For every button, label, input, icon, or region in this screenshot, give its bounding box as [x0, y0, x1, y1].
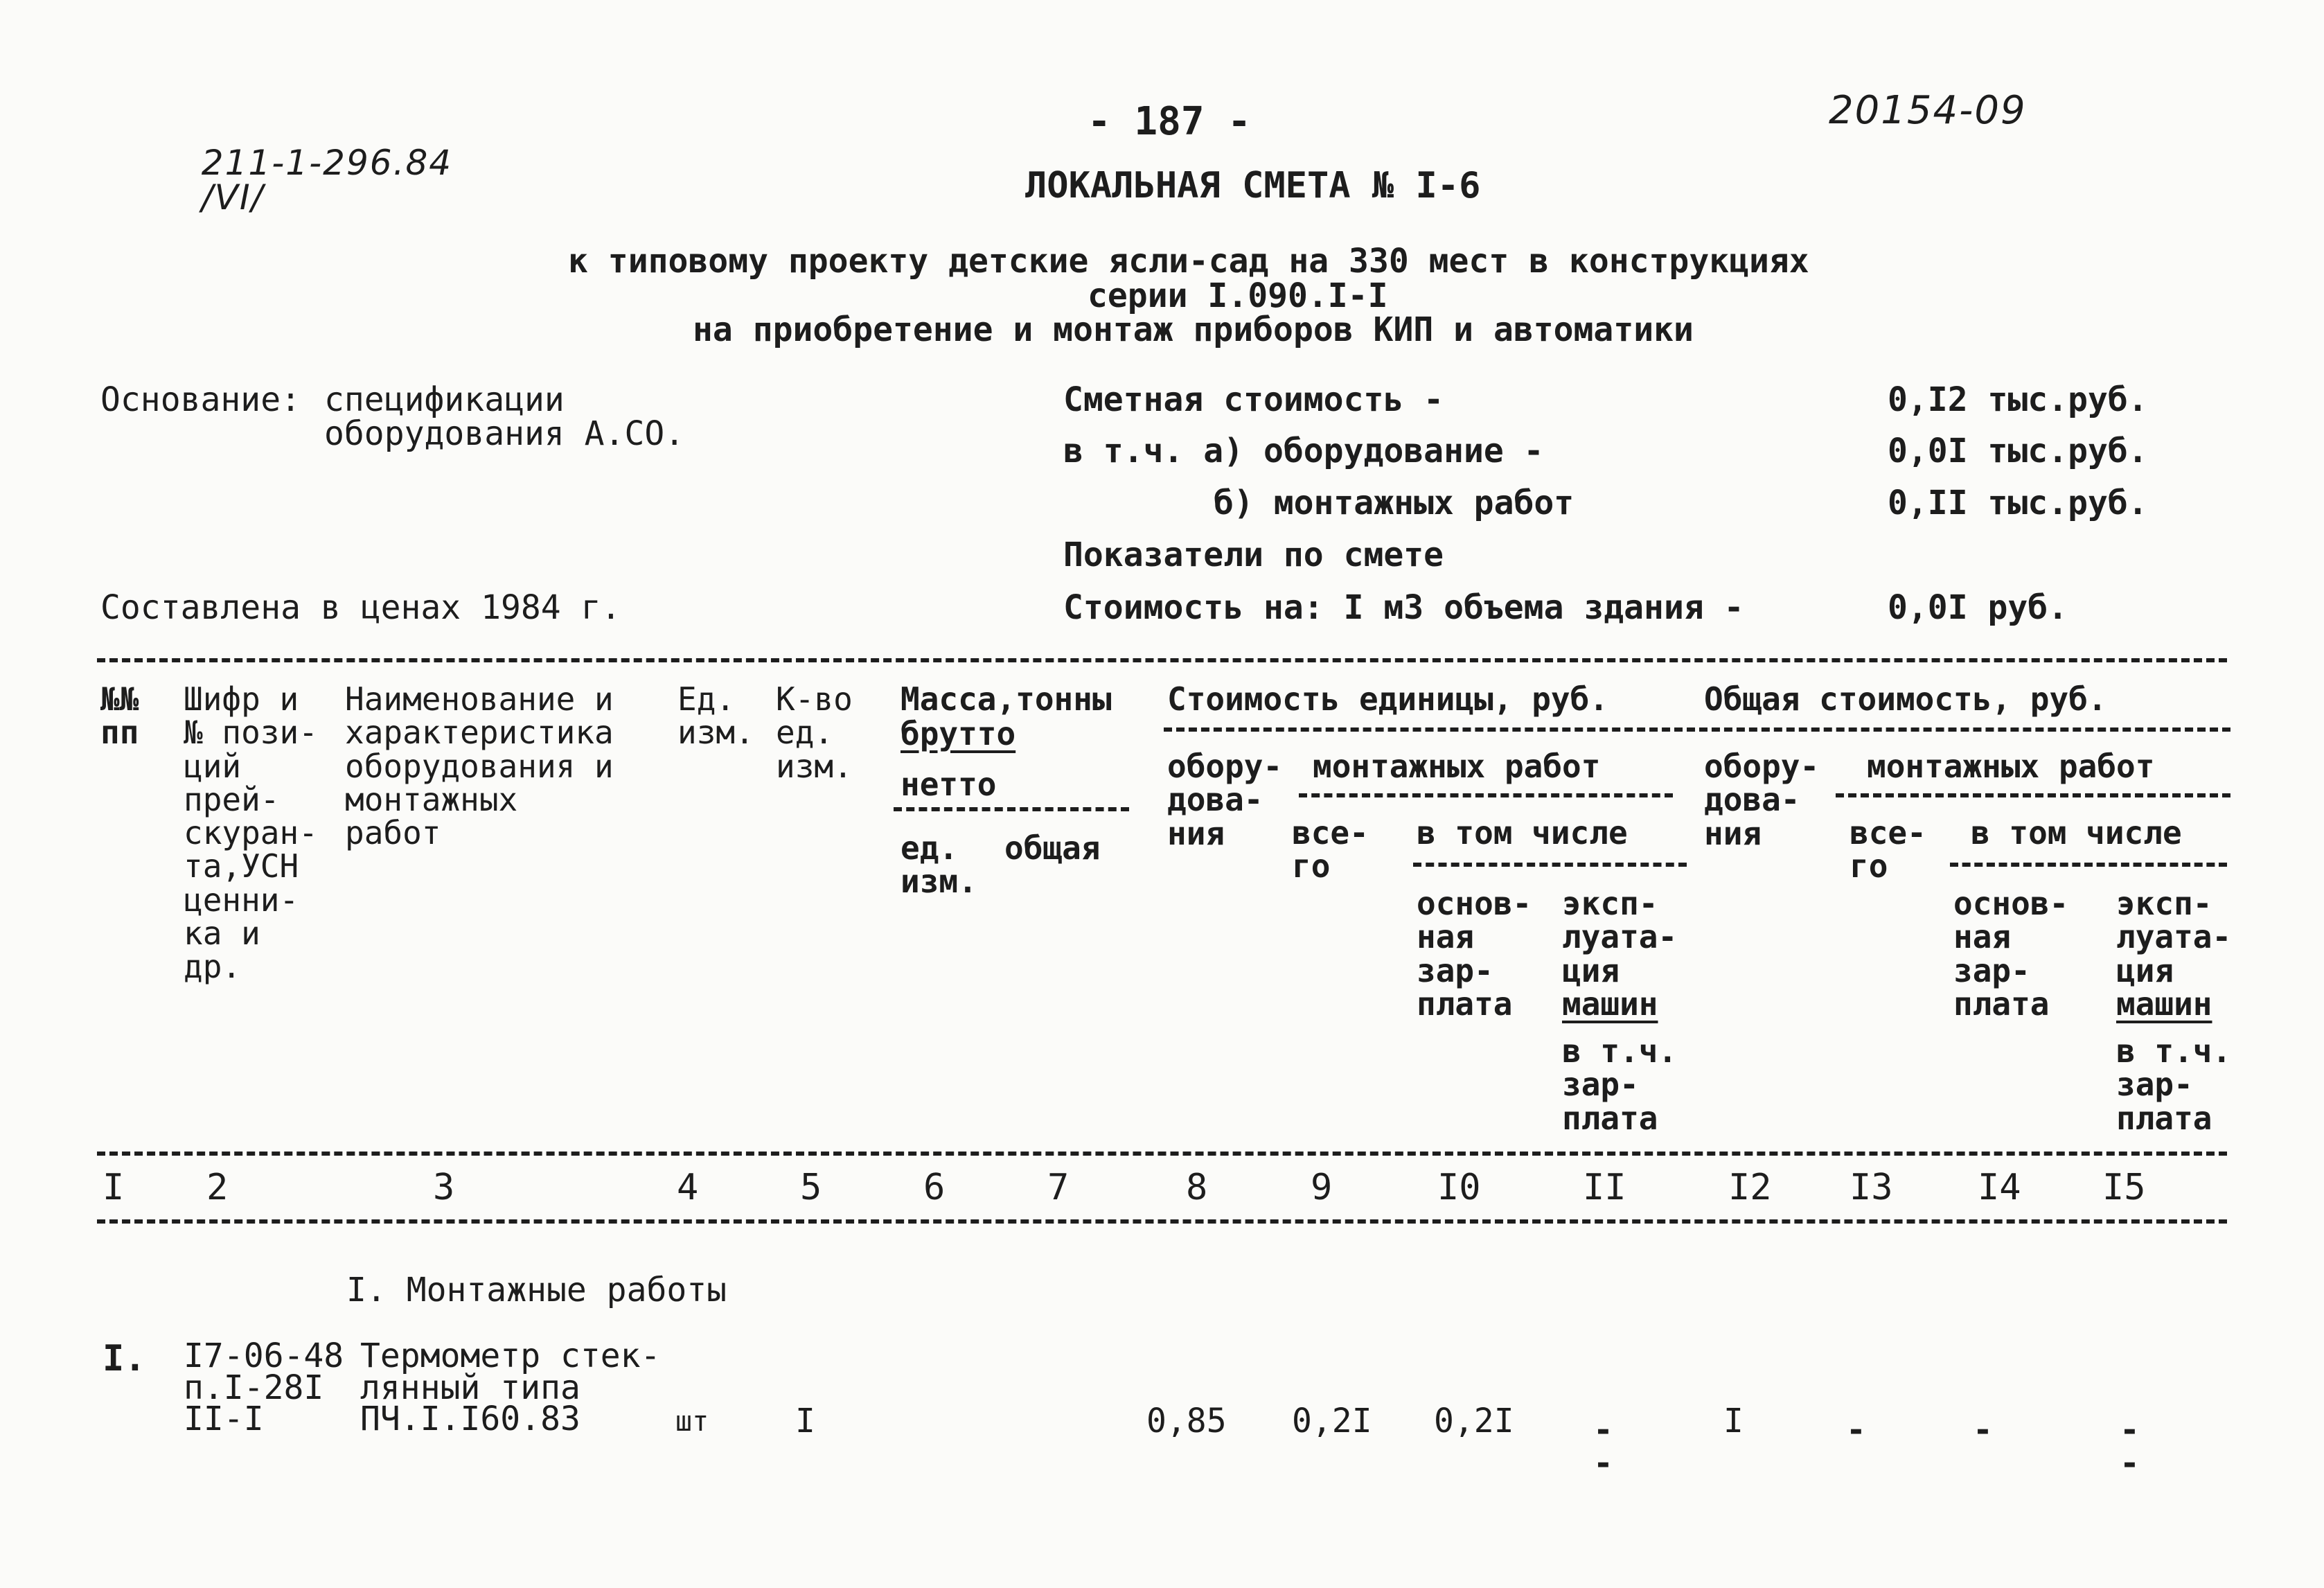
- row-1-install-total: -: [1846, 1411, 1866, 1449]
- column-numbers-rule: [97, 1219, 2227, 1224]
- subtitle-line-3: на приобретение и монтаж приборов КИП и автоматики: [693, 310, 1694, 349]
- col-number-9: 9: [1311, 1167, 1333, 1208]
- col-number-5: 5: [800, 1167, 822, 1208]
- document-code-suffix: /VI/: [201, 177, 265, 218]
- col-number-4: 4: [677, 1167, 699, 1208]
- total-cost-label: Сметная стоимость -: [1063, 380, 1444, 419]
- header-mass-total: общая: [1004, 829, 1101, 867]
- header-total-machines-text: эксп- луата- ция: [2116, 885, 2232, 989]
- subtitle-line-1: к типовому проекту детские ясли-сад на 330 мест в конструкциях: [568, 242, 1809, 281]
- install-cost-label: б) монтажных работ: [1214, 484, 1575, 522]
- equipment-cost-value: 0,0I тыс.руб.: [1888, 432, 2148, 470]
- mass-netto-rule: [894, 807, 1129, 811]
- header-mass-netto: нетто: [901, 766, 997, 803]
- col-number-15: I5: [2102, 1167, 2146, 1208]
- header-unit-machines-text: эксп- луата- ция: [1562, 885, 1678, 989]
- header-mass-unit: ед. изм.: [901, 829, 977, 901]
- stamp-number: 20154-09: [1829, 88, 2027, 133]
- header-total-cost: Общая стоимость, руб.: [1704, 680, 2107, 718]
- row-1-code: I7-06-48 п.I-28I II-I: [184, 1336, 344, 1439]
- equipment-cost-label: в т.ч. а) оборудование -: [1063, 432, 1544, 470]
- per-m3-label: Стоимость на: I м3 объема здания -: [1063, 588, 1744, 627]
- total-install-rule: [1836, 793, 2230, 797]
- header-code: Шифр и № пози- ций прей- скуран- та,УСН ценни- ка и др.: [184, 680, 318, 986]
- header-mass: Масса,тонны: [901, 680, 1112, 718]
- header-total-machines-word: машин: [2116, 985, 2212, 1023]
- col-number-13: I3: [1850, 1167, 1893, 1208]
- header-bottom-rule: [97, 1152, 2227, 1156]
- col-number-6: 6: [923, 1167, 946, 1208]
- col-number-12: I2: [1728, 1167, 1772, 1208]
- row-1-quantity: I: [795, 1402, 815, 1440]
- header-unit-install: монтажных работ: [1313, 748, 1601, 785]
- header-total-machines: [2116, 887, 2231, 1021]
- col-number-11: II: [1583, 1167, 1626, 1208]
- per-m3-value: 0,0I руб.: [1888, 588, 2068, 627]
- header-name: Наименование и характеристика оборудования и монтажных работ: [345, 680, 614, 852]
- row-1-install-total-wage: -: [1973, 1411, 1993, 1449]
- subtitle-line-2: серии I.090.I-I: [1088, 276, 1388, 315]
- row-1-unit: шт: [675, 1406, 709, 1438]
- table-top-rule: [97, 658, 2227, 662]
- header-total-install: монтажных работ: [1867, 748, 2155, 785]
- group-header-rule: [1164, 727, 2230, 732]
- unit-install-rule: [1299, 793, 1673, 797]
- col-number-8: 8: [1186, 1167, 1208, 1208]
- document-code-number: 211-1-296.84: [201, 143, 453, 183]
- indicators-label: Показатели по смете: [1063, 536, 1444, 574]
- header-total-incl-wage: в т.ч. зар- плата: [2116, 1032, 2232, 1137]
- col-number-7: 7: [1047, 1167, 1070, 1208]
- header-unit-machines-word: машин: [1562, 985, 1658, 1023]
- col-number-2: 2: [206, 1167, 229, 1208]
- col-number-14: I4: [1978, 1167, 2021, 1208]
- row-1-number: I.: [103, 1338, 146, 1379]
- header-unit-basic-wage: основ- ная зар- плата: [1417, 885, 1532, 1023]
- col-number-1: I: [103, 1167, 125, 1208]
- header-total-install-total: все- го: [1850, 814, 1926, 885]
- col-number-10: I0: [1437, 1167, 1481, 1208]
- row-1-install-unit-wage: 0,2I: [1434, 1402, 1514, 1440]
- row-1-name: Термометр стек- лянный типа ПЧ.I.I60.83: [360, 1336, 661, 1439]
- header-total-incl: в том числе: [1971, 814, 2182, 852]
- header-unit-cost: Стоимость единицы, руб.: [1167, 680, 1608, 718]
- header-unit: Ед. изм.: [677, 680, 754, 752]
- row-1-equipment-total-cost: I: [1723, 1402, 1744, 1440]
- document-code: [177, 111, 453, 218]
- row-1-equipment-unit-cost: 0,85: [1146, 1402, 1227, 1440]
- row-1-install-unit-total: 0,2I: [1292, 1402, 1372, 1440]
- row-1-install-total-machines: - -: [2120, 1411, 2140, 1483]
- header-unit-incl: в том числе: [1417, 814, 1628, 852]
- col-number-3: 3: [433, 1167, 455, 1208]
- compiled-prices: Составлена в ценах 1984 г.: [100, 588, 621, 627]
- header-quantity: К-во ед. изм.: [776, 680, 853, 785]
- header-unit-equipment: обору- дова- ния: [1167, 748, 1283, 852]
- page-number: - 187 -: [1088, 99, 1252, 144]
- header-row-number: №№ пп: [100, 680, 139, 752]
- row-1-install-unit-machines: - -: [1593, 1411, 1613, 1483]
- basis-line-1: спецификации: [324, 380, 565, 419]
- basis-line-2: оборудования А.СО.: [324, 414, 685, 453]
- header-total-basic-wage: основ- ная зар- плата: [1953, 885, 2069, 1023]
- header-unit-incl-wage: в т.ч. зар- плата: [1562, 1032, 1678, 1137]
- basis-label: Основание:: [100, 380, 301, 419]
- unit-incl-rule: [1413, 863, 1687, 867]
- total-incl-rule: [1950, 863, 2227, 867]
- page-title: ЛОКАЛЬНАЯ СМЕТА № I-6: [1025, 165, 1481, 206]
- header-unit-install-total: все- го: [1292, 814, 1369, 885]
- header-mass-brutto: брутто: [901, 715, 1016, 752]
- section-title: I. Монтажные работы: [346, 1271, 727, 1309]
- install-cost-value: 0,II тыс.руб.: [1888, 484, 2148, 522]
- header-unit-machines: [1562, 887, 1677, 1021]
- total-cost-value: 0,I2 тыс.руб.: [1888, 380, 2148, 419]
- header-total-equipment: обору- дова- ния: [1704, 748, 1820, 852]
